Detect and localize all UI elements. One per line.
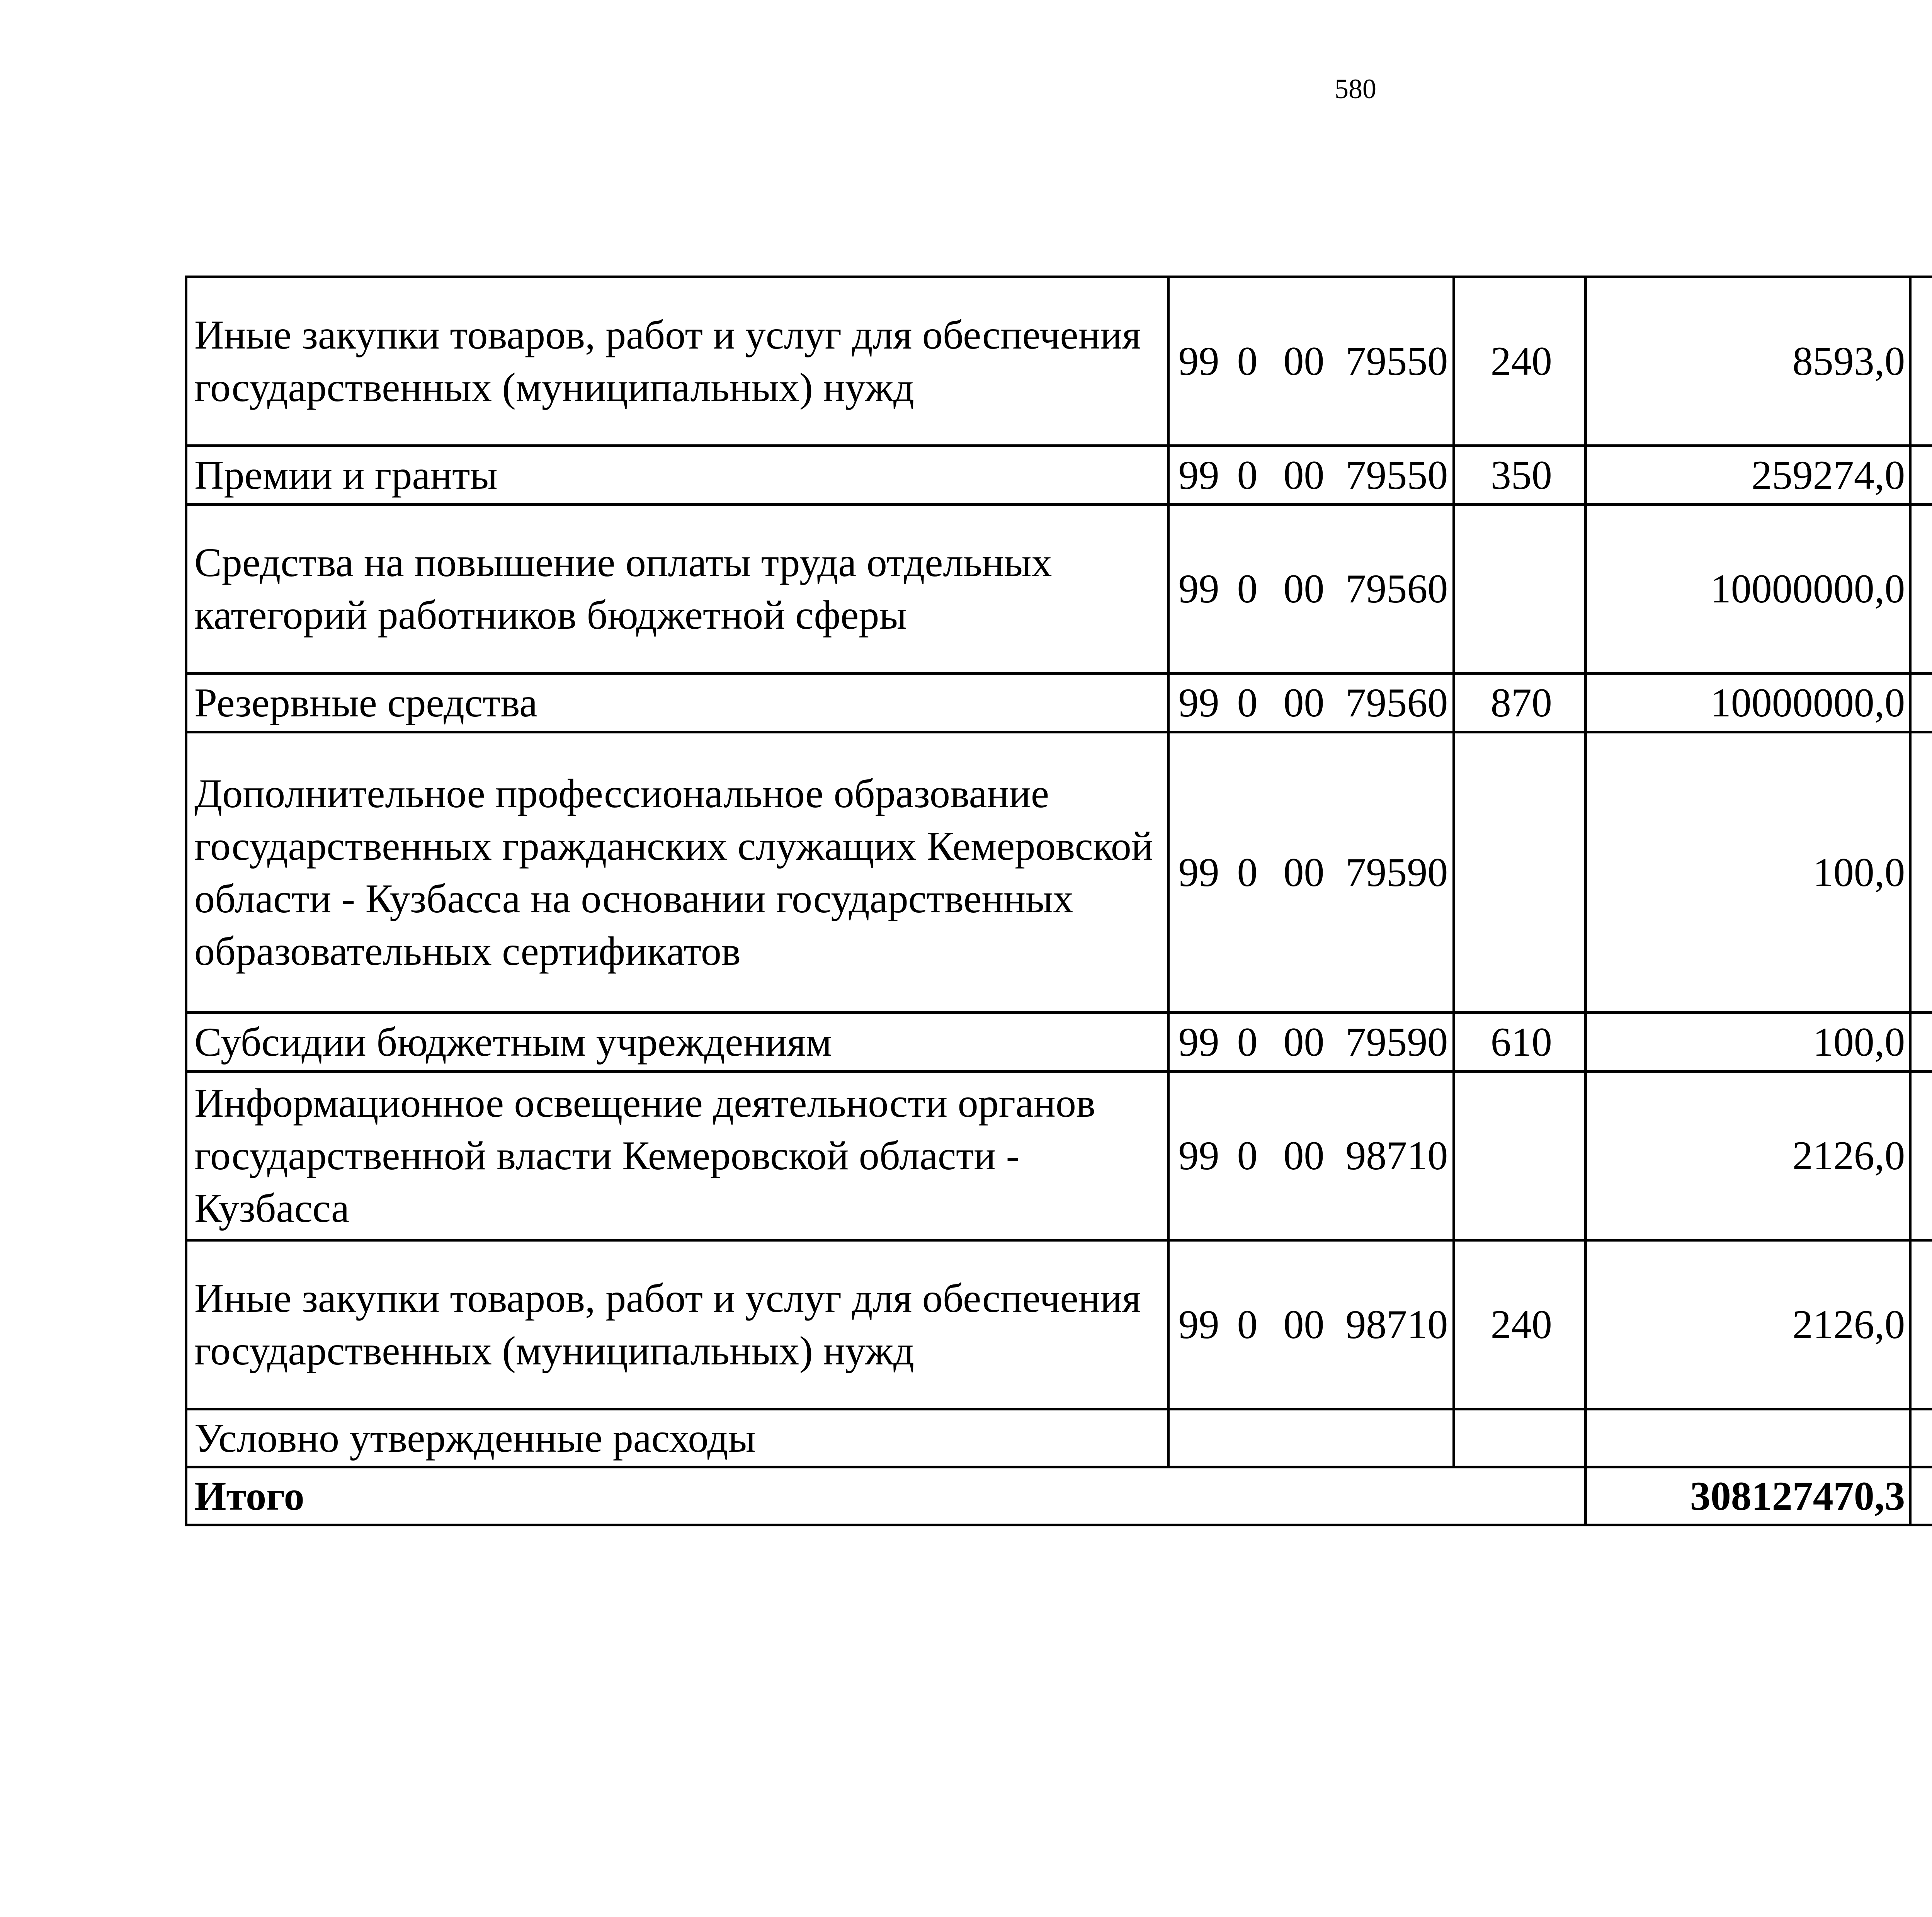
code-direction: 79560: [1338, 674, 1454, 732]
code-event: 00: [1267, 1072, 1338, 1240]
row-name: Иные закупки товаров, работ и услуг для обеспечения государственных (муниципальных) нужд: [186, 1240, 1168, 1409]
total-year-1: 308127470,3: [1586, 1467, 1910, 1525]
code-program: 99: [1168, 277, 1225, 446]
amount-year-1: 100,0: [1586, 1013, 1910, 1072]
amount-year-2: [1910, 1013, 1932, 1072]
amount-year-2: [1910, 277, 1932, 446]
page-number: 580: [1335, 73, 1376, 104]
table-row: [186, 446, 1932, 505]
code-subprogram: 0: [1225, 674, 1267, 732]
amount-year-2: [1910, 1072, 1932, 1240]
amount-year-2: [1910, 1240, 1932, 1409]
code-direction: 98710: [1338, 1240, 1454, 1409]
code-direction: 98710: [1338, 1072, 1454, 1240]
code-direction: 79560: [1338, 505, 1454, 674]
row-name: Дополнительное профессиональное образование государственных гражданских служащих Кемеровской области - Кузбасса на основании государственных образовательных сертификатов: [186, 732, 1168, 1013]
expense-type: 240: [1454, 1240, 1586, 1409]
budget-table: [185, 276, 1932, 1526]
code-subprogram: 0: [1225, 277, 1267, 446]
code-event: 00: [1267, 674, 1338, 732]
row-name: Премии и гранты: [186, 446, 1168, 505]
code-subprogram: [1225, 1409, 1267, 1467]
amount-year-2: [1910, 674, 1932, 732]
code-direction: 79590: [1338, 1013, 1454, 1072]
code-subprogram: 0: [1225, 1072, 1267, 1240]
amount-year-1: [1586, 1409, 1910, 1467]
expense-type: 350: [1454, 446, 1586, 505]
code-program: 99: [1168, 1013, 1225, 1072]
table-row: [186, 1013, 1932, 1072]
total-year-2: [1910, 1467, 1932, 1525]
code-event: 00: [1267, 732, 1338, 1013]
code-event: 00: [1267, 1240, 1338, 1409]
code-subprogram: 0: [1225, 732, 1267, 1013]
amount-year-2: [1910, 732, 1932, 1013]
amount-year-1: 8593,0: [1586, 277, 1910, 446]
row-name: Информационное освещение деятельности органов государственной власти Кемеровской области - Кузбасса: [186, 1072, 1168, 1240]
code-direction: [1338, 1409, 1454, 1467]
code-program: 99: [1168, 1072, 1225, 1240]
code-event: 00: [1267, 446, 1338, 505]
amount-year-2: [1910, 505, 1932, 674]
code-program: [1168, 1409, 1225, 1467]
row-name: Иные закупки товаров, работ и услуг для обеспечения государственных (муниципальных) нужд: [186, 277, 1168, 446]
amount-year-1: 2126,0: [1586, 1072, 1910, 1240]
table-row: [186, 1409, 1932, 1467]
row-name: Средства на повышение оплаты труда отдельных категорий работников бюджетной сферы: [186, 505, 1168, 674]
code-program: 99: [1168, 674, 1225, 732]
code-subprogram: 0: [1225, 505, 1267, 674]
code-program: 99: [1168, 446, 1225, 505]
total-row: [186, 1467, 1932, 1525]
code-program: 99: [1168, 505, 1225, 674]
amount-year-2: [1910, 446, 1932, 505]
expense-type: [1454, 505, 1586, 674]
table-row: [186, 505, 1932, 674]
amount-year-1: 2126,0: [1586, 1240, 1910, 1409]
expense-type: [1454, 1409, 1586, 1467]
amount-year-1: 10000000,0: [1586, 505, 1910, 674]
code-direction: 79550: [1338, 446, 1454, 505]
amount-year-1: 259274,0: [1586, 446, 1910, 505]
amount-year-2: [1910, 1409, 1932, 1467]
expense-type: 240: [1454, 277, 1586, 446]
code-event: 00: [1267, 505, 1338, 674]
expense-type: 610: [1454, 1013, 1586, 1072]
row-name: Субсидии бюджетным учреждениям: [186, 1013, 1168, 1072]
code-event: [1267, 1409, 1338, 1467]
table-row: [186, 674, 1932, 732]
code-subprogram: 0: [1225, 1240, 1267, 1409]
row-name: Условно утвержденные расходы: [186, 1409, 1168, 1467]
code-event: 00: [1267, 1013, 1338, 1072]
code-program: 99: [1168, 1240, 1225, 1409]
table-row: [186, 277, 1932, 446]
amount-year-1: 100,0: [1586, 732, 1910, 1013]
code-event: 00: [1267, 277, 1338, 446]
table-row: [186, 732, 1932, 1013]
code-subprogram: 0: [1225, 1013, 1267, 1072]
table-row: [186, 1240, 1932, 1409]
code-direction: 79550: [1338, 277, 1454, 446]
code-program: 99: [1168, 732, 1225, 1013]
total-label: Итого: [186, 1467, 1586, 1525]
expense-type: [1454, 1072, 1586, 1240]
code-subprogram: 0: [1225, 446, 1267, 505]
code-direction: 79590: [1338, 732, 1454, 1013]
amount-year-1: 10000000,0: [1586, 674, 1910, 732]
row-name: Резервные средства: [186, 674, 1168, 732]
expense-type: 870: [1454, 674, 1586, 732]
table-row: [186, 1072, 1932, 1240]
expense-type: [1454, 732, 1586, 1013]
